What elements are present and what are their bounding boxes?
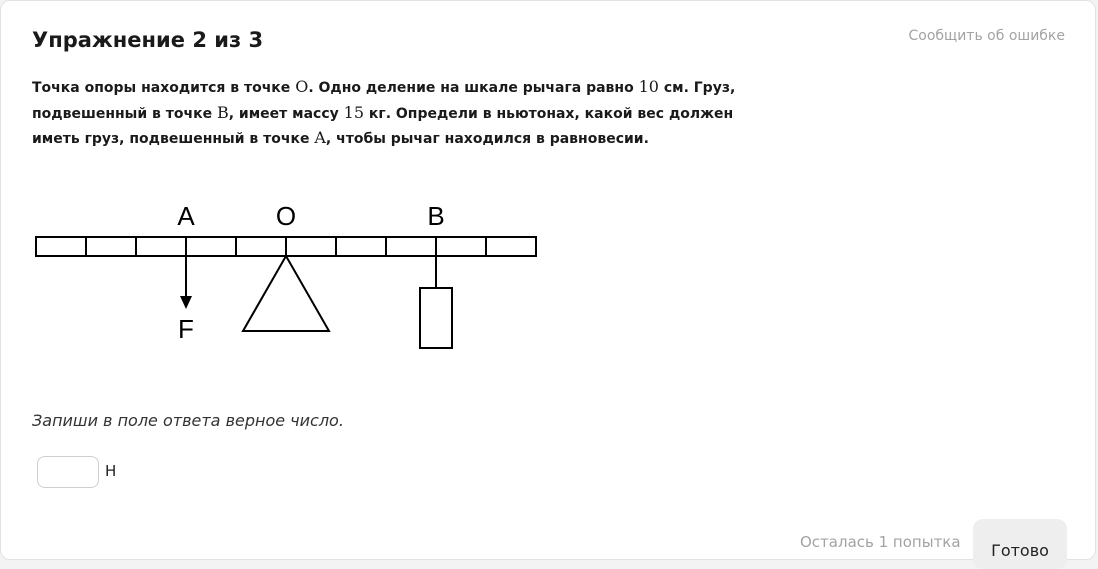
lever-division (436, 237, 486, 256)
math-point-b: B (216, 102, 229, 122)
task-text-part: . Одно деление на шкале рычага равно (308, 80, 639, 96)
answer-unit: Н (105, 462, 117, 480)
report-error-link[interactable]: Сообщить об ошибке (908, 28, 1065, 44)
label-a: A (177, 201, 195, 231)
fulcrum-triangle (243, 256, 329, 331)
submit-button[interactable]: Готово (973, 519, 1067, 569)
label-f: F (178, 314, 194, 344)
answer-input[interactable] (37, 456, 99, 488)
task-text-part: , чтобы рычаг находился в равновесии. (325, 131, 649, 147)
task-text-part: кг. Определи в ньютонах, какой вес должен иметь груз, подвешенный в точке (32, 105, 734, 147)
lever-division (386, 237, 436, 256)
instruction-text: Запиши в поле ответа верное число. (32, 411, 344, 430)
lever-division (486, 237, 536, 256)
lever-division (236, 237, 286, 256)
math-point-a: A (314, 128, 326, 147)
task-text (32, 75, 762, 152)
task-text-part: см. Груз, подвешенный в точке (32, 80, 736, 122)
force-arrow-head (180, 296, 192, 309)
lever-diagram (31, 196, 551, 356)
exercise-title: Упражнение 2 из 3 (32, 28, 264, 52)
lever-division (36, 237, 86, 256)
lever-division (336, 237, 386, 256)
math-mass: 15 (343, 102, 364, 122)
task-text-part: Точка опоры находится в точке (32, 80, 296, 96)
task-text-part: , имеет массу (228, 105, 344, 122)
lever-division (286, 237, 336, 256)
math-division-length: 10 (638, 77, 659, 96)
lever-division (136, 237, 186, 256)
label-o: O (275, 201, 297, 231)
label-b: B (427, 201, 445, 231)
lever-scale (36, 237, 536, 256)
lever-division (186, 237, 236, 256)
attempts-left-text: Осталась 1 попытка (800, 533, 961, 551)
math-point-o: O (295, 77, 309, 96)
lever-division (86, 237, 136, 256)
weight-block (420, 288, 452, 348)
